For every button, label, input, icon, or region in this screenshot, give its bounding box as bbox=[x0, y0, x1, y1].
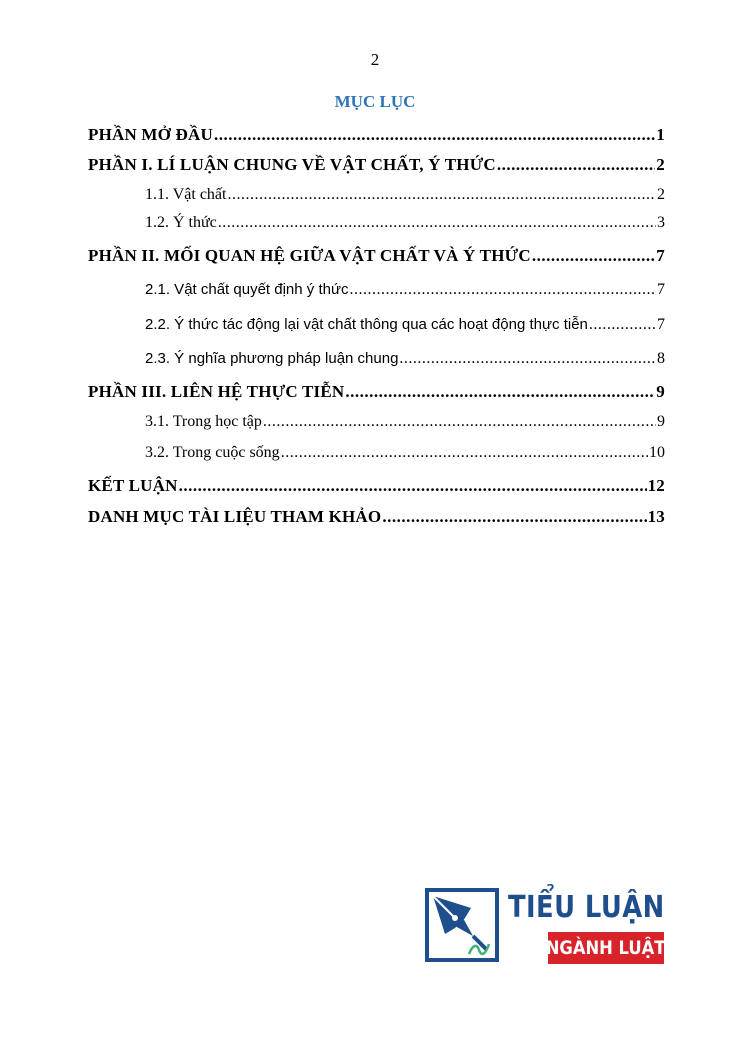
toc-entry-label: 3.1. Trong học tập bbox=[145, 413, 262, 430]
toc-entry-page: 2 bbox=[656, 155, 665, 174]
toc-entry-label: PHẦN MỞ ĐẦU bbox=[88, 125, 213, 144]
toc-leader-dots bbox=[345, 382, 655, 402]
toc-entry[interactable] bbox=[145, 350, 665, 368]
toc-entry[interactable] bbox=[145, 214, 665, 232]
toc-entry[interactable] bbox=[88, 125, 665, 145]
toc-entry-page: 3 bbox=[657, 214, 665, 231]
toc-leader-dots bbox=[350, 281, 657, 299]
toc-entry-label: 2.1. Vật chất quyết định ý thức bbox=[145, 281, 349, 298]
toc-entry[interactable] bbox=[145, 444, 665, 462]
toc-leader-dots bbox=[179, 476, 647, 496]
toc-entry[interactable] bbox=[145, 281, 665, 299]
toc-entry-label: PHẦN III. LIÊN HỆ THỰC TIỄN bbox=[88, 382, 345, 401]
brand-logo bbox=[425, 888, 665, 966]
toc-leader-dots bbox=[214, 125, 655, 145]
toc-entry-label: 1.2. Ý thức bbox=[145, 214, 217, 231]
toc-entry-page: 12 bbox=[647, 476, 665, 495]
logo-title: TIỂU LUẬN bbox=[508, 890, 665, 925]
toc-entry-page: 10 bbox=[649, 444, 665, 461]
toc-entry-page: 8 bbox=[657, 350, 665, 367]
toc-entry[interactable] bbox=[145, 186, 665, 204]
toc-leader-dots bbox=[281, 444, 648, 462]
toc-leader-dots bbox=[497, 155, 655, 175]
toc-entry-page: 7 bbox=[657, 281, 665, 298]
toc-leader-dots bbox=[532, 246, 655, 266]
toc-leader-dots bbox=[263, 413, 656, 431]
toc-leader-dots bbox=[227, 186, 656, 204]
toc-entry-label: PHẦN II. MỐI QUAN HỆ GIỮA VẬT CHẤT VÀ Ý THỨC bbox=[88, 246, 531, 265]
toc-entry-label: KẾT LUẬN bbox=[88, 476, 178, 495]
toc-entry-page: 7 bbox=[657, 316, 665, 333]
toc-entry[interactable] bbox=[88, 507, 665, 527]
toc-leader-dots bbox=[589, 316, 656, 334]
toc-entry-label: 2.3. Ý nghĩa phương pháp luận chung bbox=[145, 350, 399, 367]
toc-leader-dots bbox=[399, 350, 656, 368]
toc-entry-page: 9 bbox=[657, 413, 665, 430]
toc-entry-label: 3.2. Trong cuộc sống bbox=[145, 444, 280, 461]
toc-leader-dots bbox=[218, 214, 656, 232]
toc-entry-label: 1.1. Vật chất bbox=[145, 186, 227, 203]
pen-nib-icon bbox=[425, 888, 499, 962]
toc-leader-dots bbox=[382, 507, 646, 527]
logo-subtitle: NGÀNH LUẬT bbox=[546, 937, 666, 959]
toc-entry-page: 9 bbox=[656, 382, 665, 401]
toc-entry-page: 7 bbox=[656, 246, 665, 265]
toc-entry[interactable] bbox=[145, 413, 665, 431]
toc-entry-label: DANH MỤC TÀI LIỆU THAM KHẢO bbox=[88, 507, 382, 526]
toc-entry[interactable] bbox=[145, 316, 665, 334]
toc-entry[interactable] bbox=[88, 155, 665, 175]
toc-title: MỤC LỤC bbox=[334, 92, 416, 111]
toc-entry[interactable] bbox=[88, 246, 665, 266]
toc-entry-page: 1 bbox=[656, 125, 665, 144]
toc-entry[interactable] bbox=[88, 476, 665, 496]
toc-entry-label: 2.2. Ý thức tác động lại vật chất thông qua các hoạt động thực tiễn bbox=[145, 316, 588, 333]
toc-entry-label: PHẦN I. LÍ LUẬN CHUNG VỀ VẬT CHẤT, Ý THỨC bbox=[88, 155, 496, 174]
toc-entry[interactable] bbox=[88, 382, 665, 402]
page-number: 2 bbox=[370, 50, 380, 69]
toc-entry-page: 2 bbox=[657, 186, 665, 203]
toc-entry-page: 13 bbox=[647, 507, 665, 526]
logo-subtitle-badge bbox=[548, 932, 664, 964]
